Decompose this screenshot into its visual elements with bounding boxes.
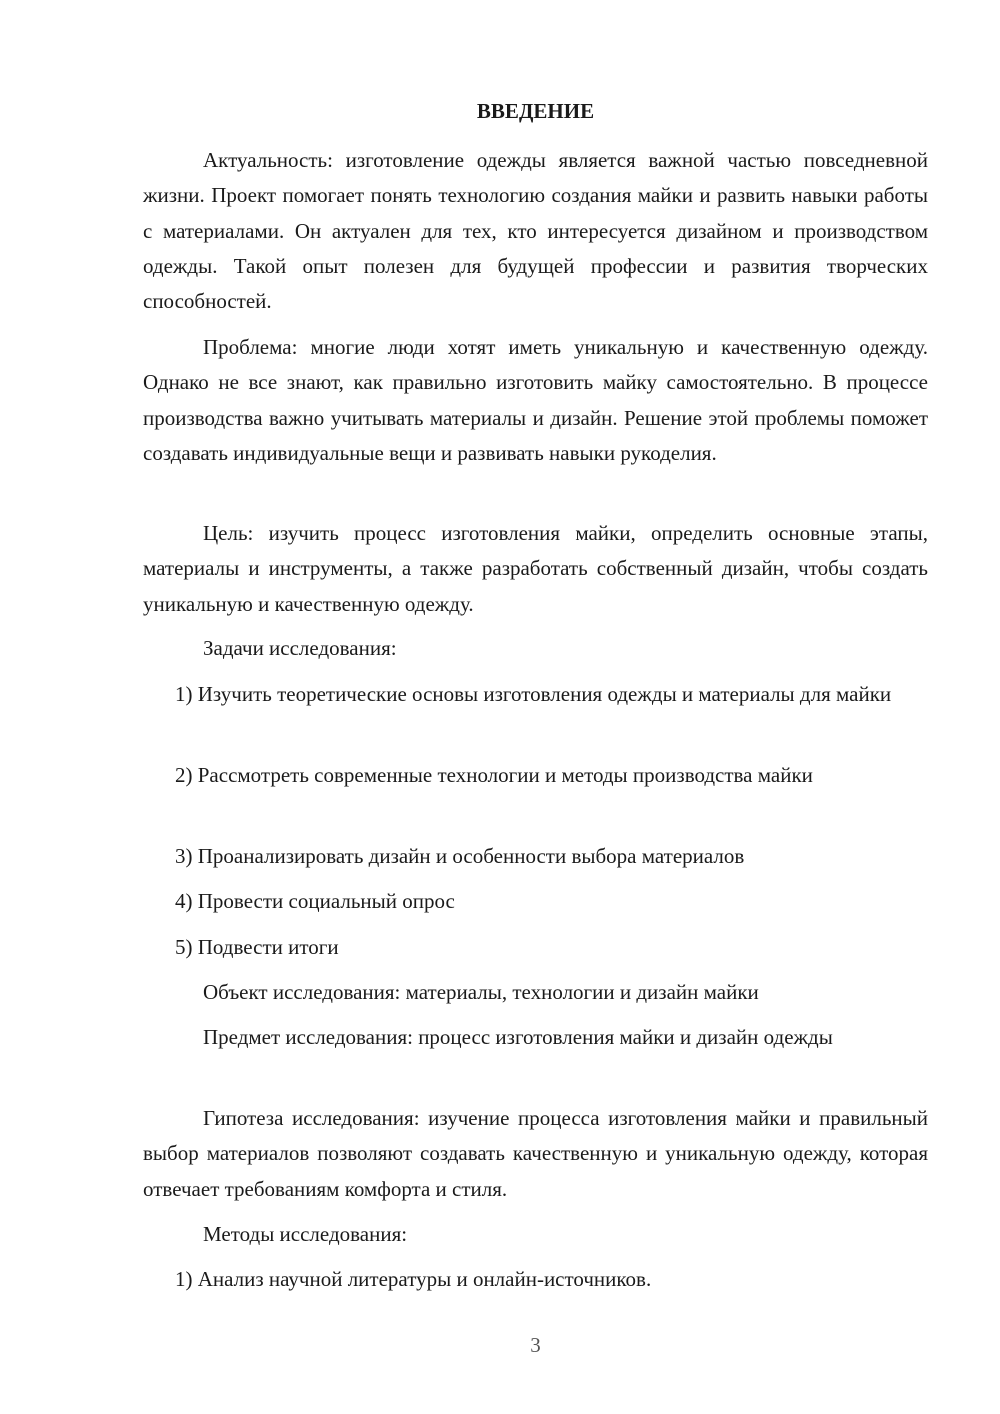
methods-heading: Методы исследования: [203,1222,408,1246]
page-number: 3 [530,1333,541,1357]
paragraph-problem: Проблема: многие люди хотят иметь уникальную и качественную одежду. Однако не все знают, как правильно изготовить майку самостоятельно. В процессе производства важно учитывать материалы и дизайн. Решение этой проблемы поможет создавать индивидуальные вещи и развивать навыки рукоделия. [143,335,928,465]
paragraph-relevance: Актуальность: изготовление одежды является важной частью повседневной жизни. Проект помогает понять технологию создания майки и развить навыки работы с материалами. Он актуален для тех, кто интересуется дизайном и производством одежды. Такой опыт полезен для будущей профессии и развития творческих способностей. [143,148,928,314]
document-page [143,0,928,1414]
task-item-1: 1) Изучить теоретические основы изготовления одежды и материалы для майки [175,682,892,706]
paragraph-hypothesis: Гипотеза исследования: изучение процесса изготовления майки и правильный выбор материалов позволяют создавать качественную и уникальную одежду, которая отвечает требованиям комфорта и стиля. [143,1106,928,1201]
paragraph-goal: Цель: изучить процесс изготовления майки, определить основные этапы, материалы и инструменты, а также разработать собственный дизайн, чтобы создать уникальную и качественную одежду. [143,521,928,616]
paragraph-object: Объект исследования: материалы, технологии и дизайн майки [203,980,759,1004]
tasks-heading: Задачи исследования: [203,636,397,660]
task-item-4: 4) Провести социальный опрос [175,889,455,913]
method-item-1: 1) Анализ научной литературы и онлайн-источников. [175,1267,652,1291]
task-item-5: 5) Подвести итоги [175,935,339,959]
paragraph-subject: Предмет исследования: процесс изготовления майки и дизайн одежды [203,1025,833,1049]
task-item-3: 3) Проанализировать дизайн и особенности выбора материалов [175,844,745,868]
task-item-2: 2) Рассмотреть современные технологии и методы производства майки [175,763,813,787]
page-title: ВВЕДЕНИЕ [476,99,595,123]
